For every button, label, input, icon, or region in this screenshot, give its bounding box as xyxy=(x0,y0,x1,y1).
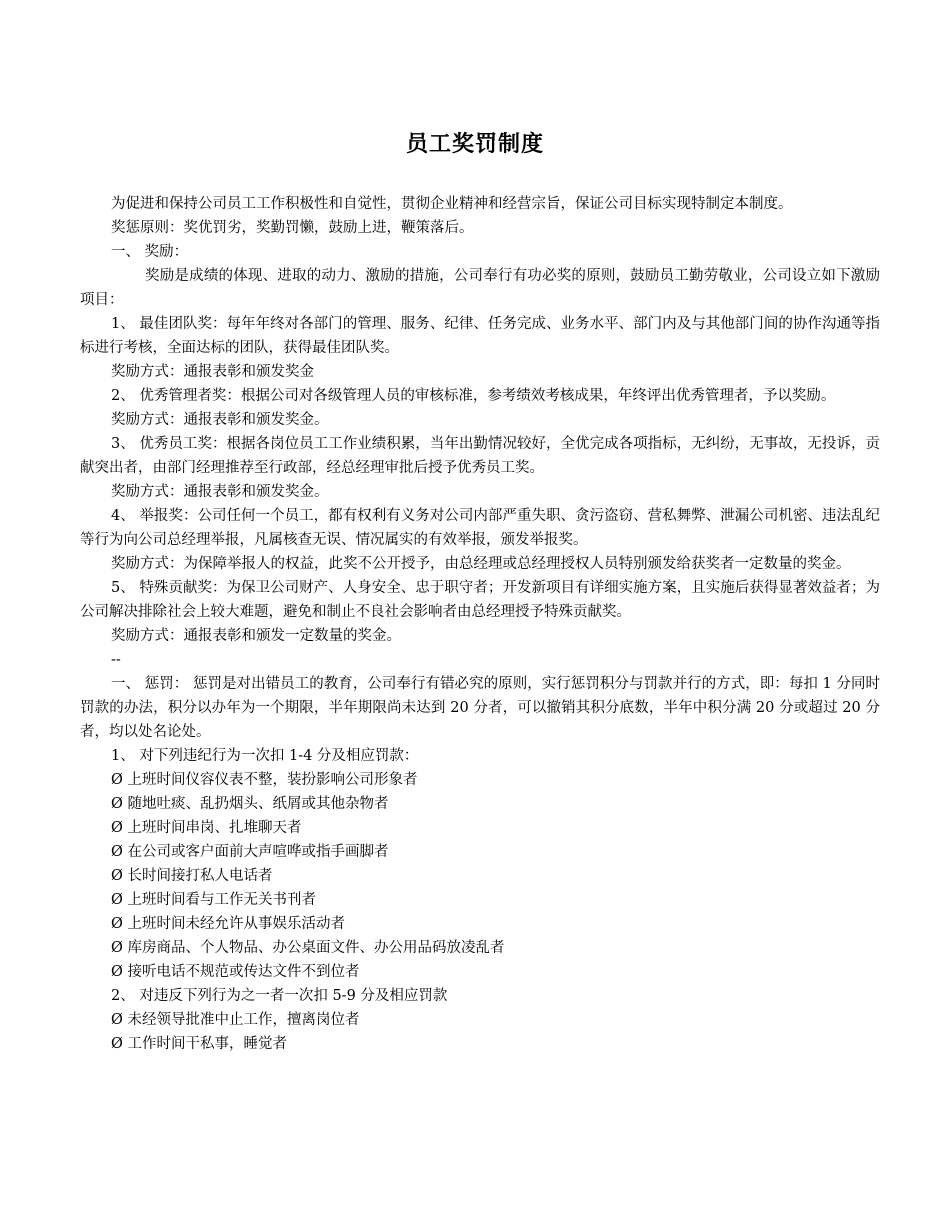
reward-heading: 一、 奖励： xyxy=(111,244,189,260)
list-item: Ø 在公司或客户面前大声喧哗或指手画脚者 xyxy=(111,844,389,860)
reward-item: 5、 特殊贡献奖：为保卫公司财产、人身安全、忠于职守者；开发新项目有详细实施方案，且实施后获得显著效益者；为公司解决排除社会上较大难题，避免和制止不良社会影响者由总经理授予特殊贡献奖。 xyxy=(80,580,880,620)
penalty-heading-paragraph: 一、 惩罚： 惩罚是对出错员工的教育，公司奉行有错必究的原则，实行惩罚积分与罚款并行的方式，即：每扣 1 分同时罚款的办法，积分以办年为一个期限，半年期限尚未达到 20 分者，可以撤销其积分底数，半年中积分满 20 分或超过 20 分者，均以处名论处。 xyxy=(80,676,880,740)
reward-item: 1、 最佳团队奖：每年年终对各部门的管理、服务、纪律、任务完成、业务水平、部门内及与其他部门间的协作沟通等指标进行考核，全面达标的团队，获得最佳团队奖。 xyxy=(80,316,880,356)
intro-paragraph: 为促进和保持公司员工工作积极性和自觉性，贯彻企业精神和经营宗旨，保证公司目标实现特制定本制度。 xyxy=(111,196,793,212)
reward-item: 4、 举报奖：公司任何一个员工，都有权利有义务对公司内部严重失职、贪污盗窃、营私舞弊、泄漏公司机密、违法乱纪等行为向公司总经理举报，凡属核查无误、情况属实的有效举报，颁发举报奖。 xyxy=(80,508,880,548)
list-item: Ø 上班时间未经允许从事娱乐活动者 xyxy=(111,916,345,932)
reward-method: 奖励方式：通报表彰和颁发奖金 xyxy=(111,364,314,380)
list-item: Ø 长时间接打私人电话者 xyxy=(111,868,273,884)
list-item: Ø 随地吐痰、乱扔烟头、纸屑或其他杂物者 xyxy=(111,796,389,812)
page-title: 员工奖罚制度 xyxy=(405,131,544,157)
list-item: Ø 上班时间仪容仪表不整，装扮影响公司形象者 xyxy=(111,772,418,788)
penalty-level-heading: 2、 对违反下列行为之一者一次扣 5-9 分及相应罚款 xyxy=(111,988,448,1004)
reward-item: 2、 优秀管理者奖：根据公司对各级管理人员的审核标准，参考绩效考核成果，年终评出优秀管理者，予以奖励。 xyxy=(111,388,836,404)
reward-intro: 奖励是成绩的体现、进取的动力、激励的措施，公司奉行有功必奖的原则，鼓励员工勤劳敬业，公司设立如下激励项目： xyxy=(80,268,880,308)
reward-method: 奖励方式：为保障举报人的权益，此奖不公开授予，由总经理或总经理授权人员特别颁发给获奖者一定数量的奖金。 xyxy=(111,556,851,572)
document-body xyxy=(80,192,880,1056)
reward-item: 3、 优秀员工奖：根据各岗位员工工作业绩积累，当年出勤情况较好，全优完成各项指标，无纠纷，无事故，无投诉，贡献突出者，由部门经理推荐至行政部，经总经理审批后授予优秀员工奖。 xyxy=(80,436,880,476)
list-item: Ø 接听电话不规范或传达文件不到位者 xyxy=(111,964,360,980)
separator-text: -- xyxy=(111,652,121,668)
list-item: Ø 上班时间看与工作无关书刊者 xyxy=(111,892,316,908)
list-item: Ø 工作时间干私事，睡觉者 xyxy=(111,1036,287,1052)
reward-method: 奖励方式：通报表彰和颁发一定数量的奖金。 xyxy=(111,628,401,644)
list-item: Ø 上班时间串岗、扎堆聊天者 xyxy=(111,820,302,836)
list-item: Ø 库房商品、个人物品、办公桌面文件、办公用品码放凌乱者 xyxy=(111,940,505,956)
penalty-level-heading: 1、 对下列违纪行为一次扣 1-4 分及相应罚款： xyxy=(111,748,419,764)
list-item: Ø 未经领导批准中止工作，擅离岗位者 xyxy=(111,1012,360,1028)
principle-paragraph: 奖惩原则：奖优罚劣，奖勤罚懒，鼓励上进，鞭策落后。 xyxy=(111,220,474,236)
reward-method: 奖励方式：通报表彰和颁发奖金。 xyxy=(111,412,329,428)
reward-method: 奖励方式：通报表彰和颁发奖金。 xyxy=(111,484,329,500)
